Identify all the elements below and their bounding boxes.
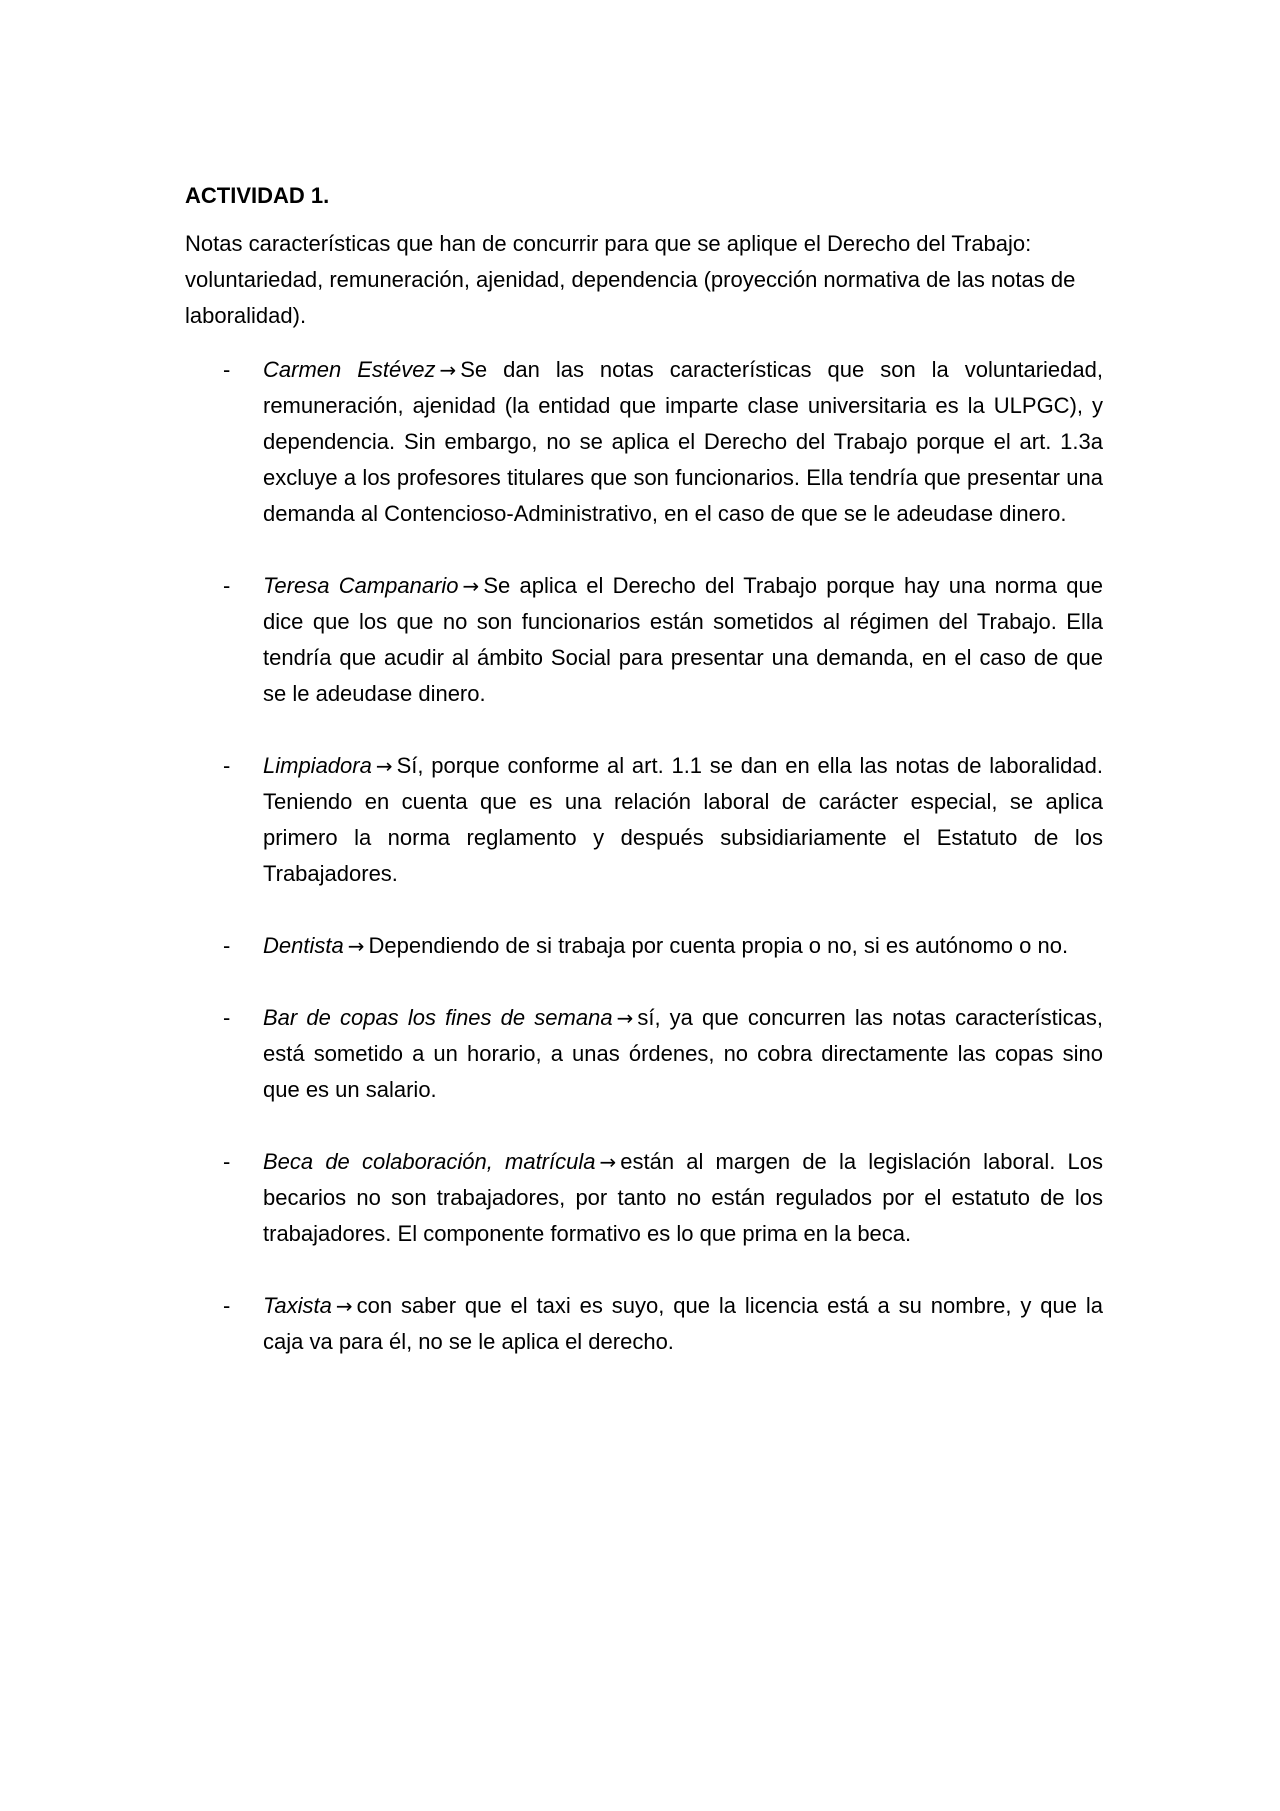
dash-bullet: -	[223, 1149, 231, 1174]
case-subject: Beca de colaboración, matrícula	[263, 1149, 596, 1174]
list-item	[185, 1288, 1103, 1360]
case-subject: Taxista	[263, 1293, 332, 1318]
dash-bullet: -	[223, 1005, 231, 1030]
dash-bullet: -	[223, 573, 231, 598]
dash-bullet: -	[223, 1293, 231, 1318]
document-page	[185, 178, 1103, 1396]
page-title: ACTIVIDAD 1.	[185, 183, 330, 208]
right-arrow-icon: →	[347, 934, 365, 958]
case-subject: Dentista	[263, 933, 344, 958]
right-arrow-icon: →	[335, 1294, 353, 1318]
case-text: Sí, porque conforme al art. 1.1 se dan en ella las notas de laboralidad. Teniendo en cuenta que es una relación laboral de carácter especial, se aplica primero la norma reglamento y después subsidiariamente el Estatuto de los Trabajadores.	[263, 753, 1103, 886]
list-item	[185, 748, 1103, 892]
case-text: sí, ya que concurren las notas características, está sometido a un horario, a unas órdenes, no cobra directamente las copas sino que es un salario.	[263, 1005, 1104, 1102]
right-arrow-icon: →	[462, 574, 480, 598]
list-item	[185, 352, 1103, 532]
list-item	[185, 1144, 1103, 1252]
case-text: con saber que el taxi es suyo, que la licencia está a su nombre, y que la caja va para él, no se le aplica el derecho.	[263, 1293, 1103, 1354]
case-text: están al margen de la legislación laboral. Los becarios no son trabajadores, por tanto no están regulados por el estatuto de los trabajadores. El componente formativo es lo que prima en la beca.	[263, 1149, 1103, 1246]
case-subject: Limpiadora	[263, 753, 372, 778]
list-item	[185, 568, 1103, 712]
case-text: Se aplica el Derecho del Trabajo porque hay una norma que dice que los que no son funcionarios están sometidos al régimen del Trabajo. Ella tendría que acudir al ámbito Social para presentar una demanda, en el caso de que se le adeudase dinero.	[263, 573, 1103, 706]
dash-bullet: -	[223, 933, 231, 958]
dash-bullet: -	[223, 753, 231, 778]
case-subject: Carmen Estévez	[263, 357, 436, 382]
right-arrow-icon: →	[375, 754, 393, 778]
intro-paragraph: Notas características que han de concurrir para que se aplique el Derecho del Trabajo: voluntariedad, remuneración, ajenidad, dependencia (proyección normativa de las notas de laboralidad).	[185, 231, 1076, 328]
right-arrow-icon: →	[616, 1006, 634, 1030]
right-arrow-icon: →	[439, 358, 457, 382]
list-item	[185, 1000, 1103, 1108]
dash-bullet: -	[223, 357, 231, 382]
case-subject: Bar de copas los fines de semana	[263, 1005, 613, 1030]
case-text: Se dan las notas características que son la voluntariedad, remuneración, ajenidad (la entidad que imparte clase universitaria es la ULPGC), y dependencia. Sin embargo, no se aplica el Derecho del Trabajo porque el art. 1.3a excluye a los profesores titulares que son funcionarios. Ella tendría que presentar una demanda al Contencioso-Administrativo, en el caso de que se le adeudase dinero.	[263, 357, 1103, 526]
right-arrow-icon: →	[599, 1150, 617, 1174]
case-list	[185, 352, 1103, 1360]
list-item	[185, 928, 1103, 964]
case-text: Dependiendo de si trabaja por cuenta propia o no, si es autónomo o no.	[368, 933, 1069, 958]
case-subject: Teresa Campanario	[263, 573, 459, 598]
